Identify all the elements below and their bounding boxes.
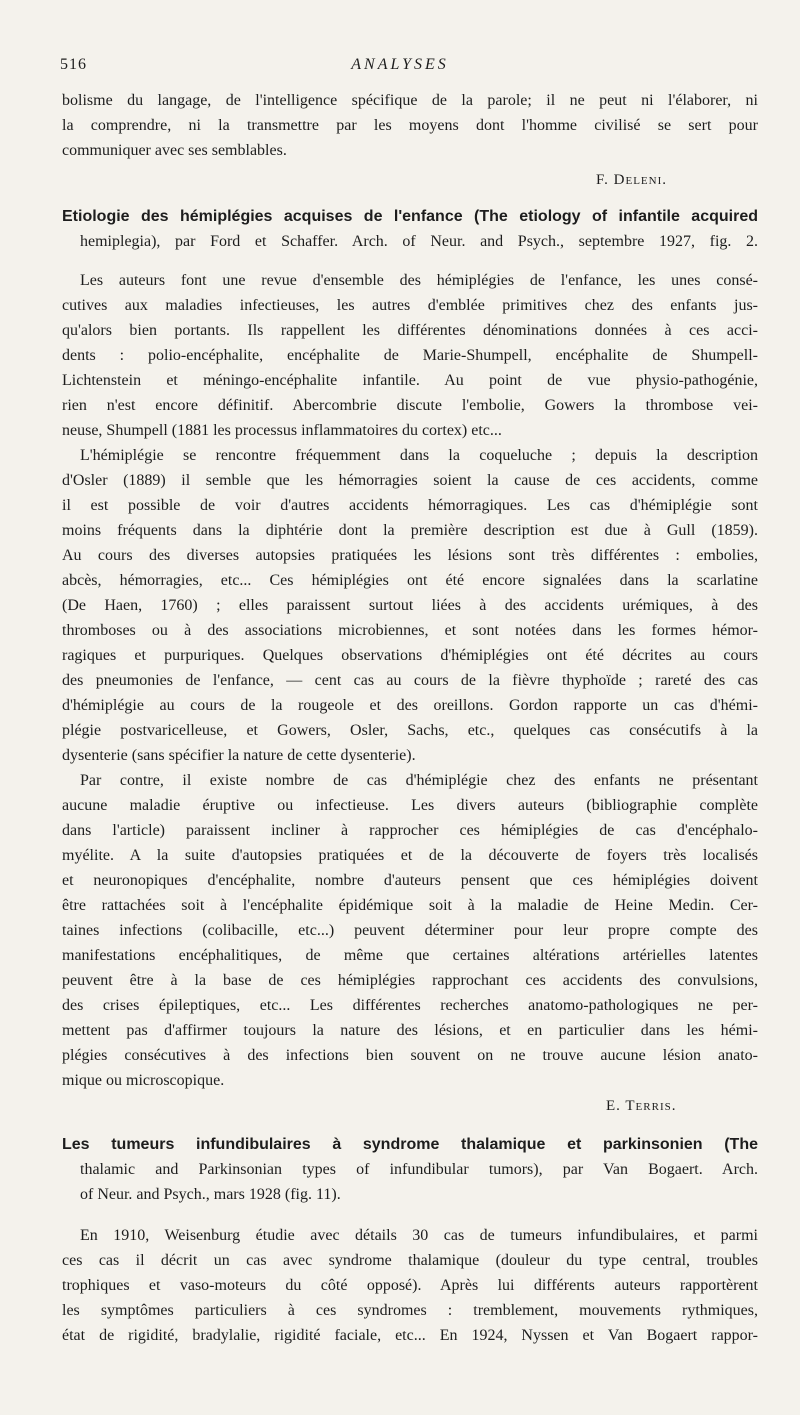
text-line: thalamic and Parkinsonian types of infundibular tumors), par Van Bogaert. Arch. xyxy=(80,1161,758,1178)
text-line: plégie postvaricelleuse, et Gowers, Osler, Sachs, etc., quelques cas consécutifs à la xyxy=(62,722,758,739)
text-line: L'hémiplégie se rencontre fréquemment dans la coqueluche ; depuis la description xyxy=(80,447,758,464)
text-line: neuse, Shumpell (1881 les processus inflammatoires du cortex) etc... xyxy=(62,422,502,439)
text-line: Au cours des diverses autopsies pratiquées les lésions sont très différentes : embolies, xyxy=(62,547,758,564)
text-line: être rattachées soit à l'encéphalite épidémique soit à la maladie de Heine Medin. Cer- xyxy=(62,897,758,914)
text-line: (De Haen, 1760) ; elles paraissent surtout liées à des accidents urémiques, à des xyxy=(62,597,758,614)
text-line: communiquer avec ses semblables. xyxy=(62,142,287,159)
text-line: il est possible de voir d'autres accidents hémorragiques. Les cas d'hémiplégie sont xyxy=(62,497,758,514)
text-line: dysenterie (sans spécifier la nature de cette dysenterie). xyxy=(62,747,416,764)
text-line: cutives aux maladies infectieuses, les autres d'emblée primitives chez des enfants jus- xyxy=(62,297,758,314)
text-line: plégies consécutives à des infections bien souvent on ne trouve aucune lésion anato- xyxy=(62,1047,758,1064)
text-line: dents : polio-encéphalite, encéphalite de Marie-Shumpell, encéphalite de Shumpell- xyxy=(62,347,758,364)
text-line: rien n'est encore définitif. Abercombrie discute l'embolie, Gowers la thrombose vei- xyxy=(62,397,758,414)
text-line: dans l'article) paraissent incliner à rapprocher ces hémiplégies de cas d'encéphalo- xyxy=(62,822,758,839)
text-line: hemiplegia), par Ford et Schaffer. Arch. of Neur. and Psych., septembre 1927, fig. 2. xyxy=(80,233,758,250)
text-line: Lichtenstein et méningo-encéphalite infantile. Au point de vue physio-pathogénie, xyxy=(62,372,758,389)
text-line: d'Osler (1889) il semble que les hémorragies soient la cause de ces accidents, comme xyxy=(62,472,758,489)
text-line: et neuronopiques d'encéphalite, nombre d'auteurs pensent que ces hémiplégies doivent xyxy=(62,872,758,889)
author-signature: F. Deleni. xyxy=(596,172,667,188)
text-line: état de rigidité, bradylalie, rigidité faciale, etc... En 1924, Nyssen et Van Bogaert rappor- xyxy=(62,1327,758,1344)
text-line: peuvent être à la base de ces hémiplégies rapprochant ces accidents des convulsions, xyxy=(62,972,758,989)
text-line: trophiques et vaso-moteurs du côté opposé). Après lui différents auteurs rapportèrent xyxy=(62,1277,758,1294)
article-title-line: Etiologie des hémiplégies acquises de l'enfance (The etiology of infantile acquired xyxy=(62,208,758,225)
text-line: En 1910, Weisenburg étudie avec détails 30 cas de tumeurs infundibulaires, et parmi xyxy=(80,1227,758,1244)
page-number: 516 xyxy=(60,56,87,73)
text-line: les symptômes particuliers à ces syndromes : tremblement, mouvements rythmiques, xyxy=(62,1302,758,1319)
text-line: aucune maladie éruptive ou infectieuse. Les divers auteurs (bibliographie complète xyxy=(62,797,758,814)
text-line: Par contre, il existe nombre de cas d'hémiplégie chez des enfants ne présentant xyxy=(80,772,758,789)
article-title-line: Les tumeurs infundibulaires à syndrome thalamique et parkinsonien (The xyxy=(62,1136,758,1153)
text-line: moins fréquents dans la diphtérie dont la première description est due à Gull (1859). xyxy=(62,522,758,539)
text-line: qu'alors bien portants. Ils rappellent les différentes dénominations données à ces acci- xyxy=(62,322,758,339)
text-line: taines infections (colibacille, etc...) peuvent déterminer pour leur propre compte des xyxy=(62,922,758,939)
text-line: des crises épileptiques, etc... Les différentes recherches anatomo-pathologiques ne per- xyxy=(62,997,758,1014)
text-line: ragiques et purpuriques. Quelques observations d'hémiplégies ont été décrites au cours xyxy=(62,647,758,664)
text-line: la comprendre, ni la transmettre par les moyens dont l'homme civilisé se sert pour xyxy=(62,117,758,134)
running-title: ANALYSES xyxy=(351,56,449,73)
text-line: ces cas il décrit un cas avec syndrome thalamique (douleur du type central, troubles xyxy=(62,1252,758,1269)
text-line: mettent pas d'affirmer toujours la nature des lésions, et en particulier dans les hémi- xyxy=(62,1022,758,1039)
text-line: Les auteurs font une revue d'ensemble des hémiplégies de l'enfance, les unes consé- xyxy=(80,272,758,289)
author-signature: E. Terris. xyxy=(606,1098,677,1114)
text-line: myélite. A la suite d'autopsies pratiquées et de la découverte de foyers très localisés xyxy=(62,847,758,864)
text-line: d'hémiplégie au cours de la rougeole et des oreillons. Gordon rapporte un cas d'hémi- xyxy=(62,697,758,714)
text-line: abcès, hémorragies, etc... Ces hémiplégies ont été encore signalées dans la scarlatine xyxy=(62,572,758,589)
text-line: bolisme du langage, de l'intelligence spécifique de la parole; il ne peut ni l'élaborer, ni xyxy=(62,92,758,109)
text-line: thromboses ou à des associations microbiennes, et sont notées dans les formes hémor- xyxy=(62,622,758,639)
text-line: des pneumonies de l'enfance, — cent cas au cours de la fièvre thyphoïde ; rareté des cas xyxy=(62,672,758,689)
text-line: of Neur. and Psych., mars 1928 (fig. 11). xyxy=(80,1186,341,1203)
text-line: mique ou microscopique. xyxy=(62,1072,225,1089)
text-line: manifestations encéphalitiques, de même que certaines altérations artérielles latentes xyxy=(62,947,758,964)
